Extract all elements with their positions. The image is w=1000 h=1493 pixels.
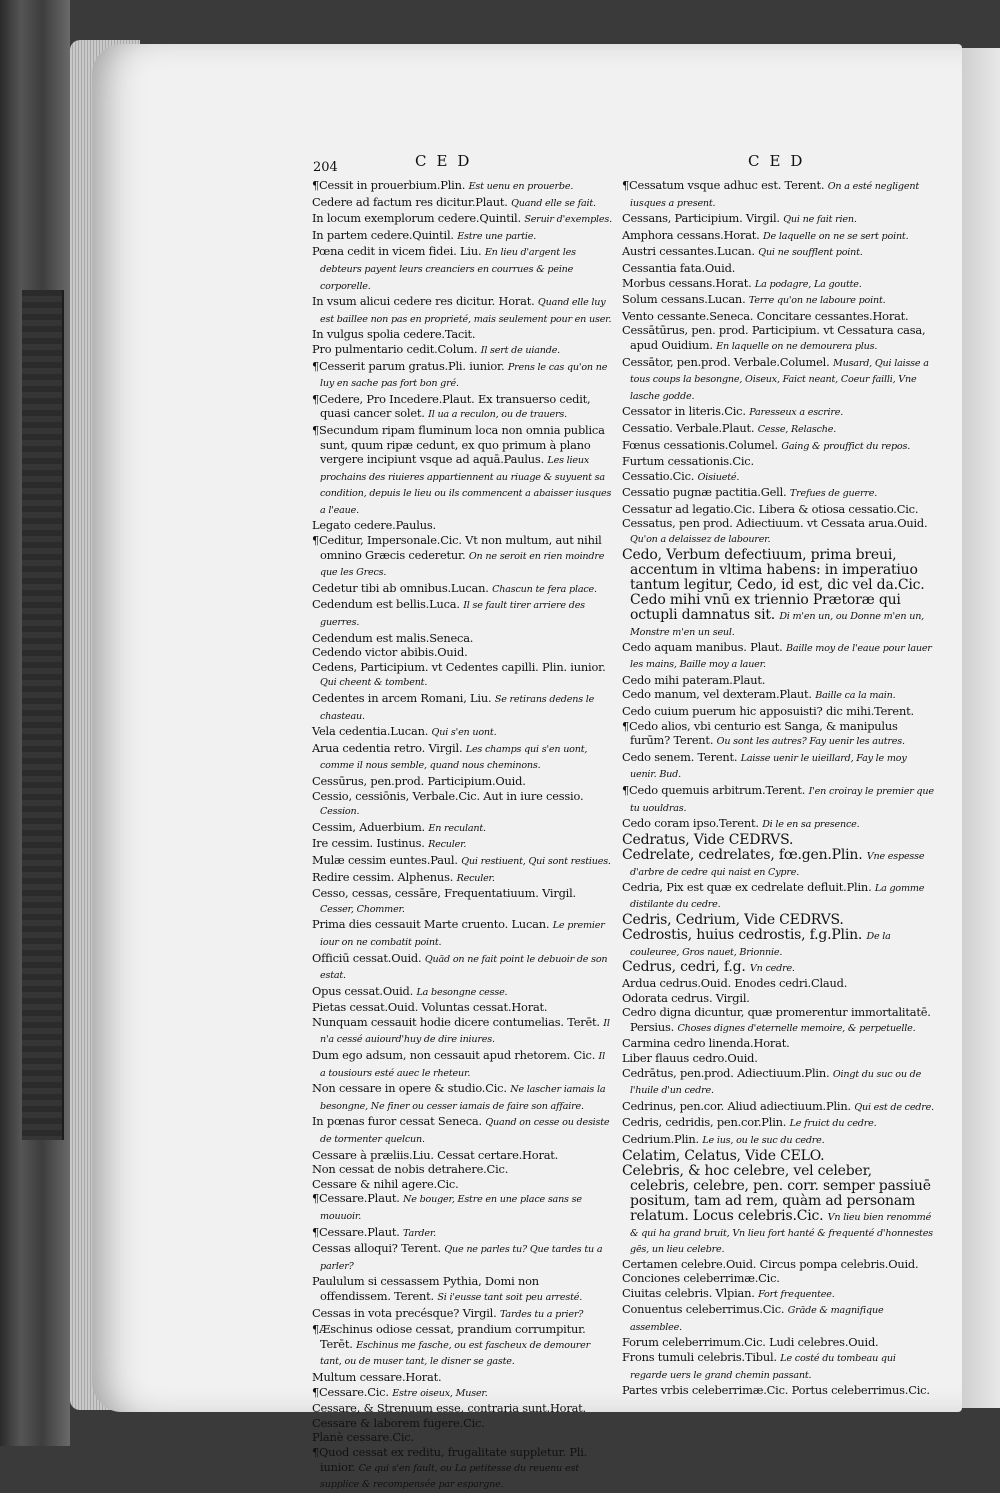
- dictionary-entry: [312, 1322, 612, 1370]
- latin-text: Cedratus, Vide CEDRVS.: [622, 831, 794, 848]
- dictionary-entry: [622, 1383, 934, 1398]
- dictionary-entry: [622, 1005, 934, 1036]
- dictionary-entry: [312, 1177, 612, 1192]
- latin-text: Celatim, Celatus, Vide CELO.: [622, 1147, 825, 1164]
- dictionary-entry: [622, 704, 934, 719]
- dictionary-entry: [312, 1114, 612, 1147]
- latin-text: Cedo senem. Terent.: [622, 749, 738, 764]
- dictionary-entry: [622, 1302, 934, 1335]
- latin-text: Cedendum est malis.Seneca.: [312, 630, 474, 645]
- dictionary-entry: [312, 853, 612, 870]
- dictionary-entry: [622, 1350, 934, 1383]
- dictionary-entry: [312, 774, 612, 789]
- latin-text: Vento cessante.Seneca. Concitare cessantes.Horat.: [622, 308, 909, 323]
- latin-text: Officiū cessat.Ouid.: [312, 950, 422, 965]
- latin-text: Arua cedentia retro. Virgil.: [312, 740, 463, 755]
- dictionary-entry: [622, 404, 934, 421]
- french-gloss: Seruir d'exemples.: [524, 214, 612, 226]
- latin-text: Cedo mihi pateram.Plaut.: [622, 672, 766, 687]
- latin-text: Cedris, cedridis, pen.cor.Plin.: [622, 1115, 787, 1130]
- french-gloss: Que ne parles tu? Que tardes tu a parler?: [320, 1244, 603, 1272]
- latin-text: Cedo cuium puerum hic apposuisti? dic mihi.Terent.: [622, 704, 914, 719]
- latin-text: Cedris, Cedrium, Vide CEDRVS.: [622, 911, 844, 928]
- french-gloss: Ce qui s'en fault, ou La petitesse du reuenu est supplice & recompensée par espargne.: [320, 1462, 579, 1491]
- latin-text: Ardua cedrus.Ouid. Enodes cedri.Claud.: [622, 975, 848, 990]
- french-gloss: Quand elle luy est baillee non pas en proprieté, mais seulement pour en user.: [320, 297, 612, 325]
- latin-text: Cedrium.Plin.: [622, 1131, 699, 1146]
- french-gloss: En laquelle on ne demourera plus.: [716, 340, 878, 352]
- latin-text: Cedria, Pix est quæ ex cedrelate defluit.Plin.: [622, 879, 872, 894]
- french-gloss: Reculer.: [456, 872, 495, 884]
- dictionary-entry: [622, 1051, 934, 1066]
- latin-text: Prima dies cessauit Marte cruento. Lucan.: [312, 917, 550, 932]
- latin-text: Cedendum est bellis.Luca.: [312, 597, 460, 612]
- dictionary-entry: [622, 1335, 934, 1350]
- latin-text: Paululum si cessassem Pythia, Domi non offendissem. Terent.: [312, 1274, 539, 1303]
- french-gloss: La besongne cesse.: [416, 986, 508, 998]
- french-gloss: Baille ca la main.: [815, 690, 896, 702]
- dictionary-entry: [312, 870, 612, 887]
- dictionary-entry: [312, 342, 612, 359]
- french-gloss: I'en croiray le premier que tu uouldras.: [630, 786, 934, 814]
- latin-text: Legato cedere.Paulus.: [312, 518, 436, 533]
- page-number: 204: [313, 160, 338, 175]
- dictionary-entry: [312, 581, 612, 598]
- dictionary-entry: [312, 294, 612, 327]
- latin-text: ¶Cedo alios, vbi centurio est Sanga, & manipulus furūm? Terent.: [622, 718, 898, 748]
- french-gloss: Ne lascher iamais la besongne, Ne finer ou cesser iamais de faire son affaire.: [320, 1084, 606, 1112]
- french-gloss: Est uenu en prouerbe.: [468, 181, 574, 192]
- french-gloss: Quād on ne fait point le debuoir de son estat.: [320, 953, 608, 982]
- latin-text: Non cessat de nobis detrahere.Cic.: [312, 1162, 509, 1177]
- latin-text: Liber flauus cedro.Ouid.: [622, 1050, 758, 1065]
- dictionary-entry: [312, 1191, 612, 1224]
- latin-text: Austri cessantes.Lucan.: [622, 244, 755, 259]
- latin-text: Cessatur ad legatio.Cic. Libera & otiosa cessatio.Cic.: [622, 501, 919, 516]
- latin-text: Cessatus, pen prod. Adiectiuum. vt Cessata arua.Ouid.: [622, 516, 928, 531]
- latin-text: Cessatio. Verbale.Plaut.: [622, 420, 755, 435]
- dictionary-entry: [312, 660, 612, 691]
- latin-text: Pœna cedit in vicem fidei. Liu.: [312, 244, 482, 259]
- french-gloss: Baille moy de l'eaue pour lauer les mains, Baille moy a lauer.: [630, 642, 932, 671]
- latin-text: Cedrātus, pen.prod. Adiectiuum.Plin.: [622, 1065, 830, 1080]
- french-gloss: Si i'eusse tant soit peu arresté.: [437, 1291, 583, 1303]
- dictionary-entry: [622, 1115, 934, 1132]
- latin-text: Frons tumuli celebris.Tibul.: [622, 1350, 777, 1365]
- latin-text: Mulæ cessim euntes.Paul.: [312, 852, 458, 867]
- french-gloss: Les champs qui s'en uont, comme il nous semble, quand nous cheminons.: [320, 743, 588, 772]
- french-gloss: Trefues de guerre.: [789, 488, 878, 500]
- right-column: [622, 178, 934, 1398]
- french-gloss: Cession.: [320, 806, 360, 818]
- dictionary-entry: [312, 836, 612, 853]
- french-gloss: Estre une partie.: [457, 230, 537, 242]
- french-gloss: Se retirans dedens le chasteau.: [320, 694, 595, 722]
- dictionary-entry: [622, 783, 934, 816]
- french-gloss: Le costé du tombeau qui regarde uers le grand chemin passant.: [630, 1353, 896, 1381]
- french-gloss: Oisiueté.: [697, 471, 740, 483]
- dictionary-entry: [312, 392, 612, 423]
- latin-text: Cessare, & Strenuum esse, contraria sunt.Horat.: [312, 1401, 586, 1416]
- dictionary-entry: [312, 1274, 612, 1305]
- dictionary-entry: [312, 645, 612, 660]
- dictionary-entry: [622, 469, 934, 486]
- french-gloss: Il n'a cessé auiourd'huy de dire iniures.: [320, 1017, 610, 1046]
- left-running-head: CED: [415, 152, 480, 170]
- latin-text: ¶Cessatum vsque adhuc est. Terent.: [622, 178, 825, 192]
- french-gloss: Il a tousiours esté auec le rheteur.: [320, 1051, 606, 1079]
- latin-text: Multum cessare.Horat.: [312, 1369, 442, 1384]
- dictionary-entry: [622, 1257, 934, 1272]
- dictionary-entry: [622, 833, 934, 848]
- latin-text: Cedendo victor abibis.Ouid.: [312, 645, 468, 660]
- dictionary-entry: [622, 309, 934, 324]
- dictionary-entry: [312, 1430, 612, 1445]
- latin-text: Redire cessim. Alphenus.: [312, 869, 454, 884]
- latin-text: ¶Cedere, Pro Incedere.Plaut. Ex transuerso cedit, quasi cancer solet.: [312, 391, 591, 421]
- dictionary-entry: [622, 687, 934, 704]
- french-gloss: Ne bouger, Estre en une place sans se mouuoir.: [320, 1194, 582, 1222]
- latin-text: Cessatio.Cic.: [622, 468, 695, 483]
- latin-text: Cessantia fata.Ouid.: [622, 260, 736, 275]
- french-gloss: On a esté negligent iusques a present.: [630, 181, 919, 209]
- dictionary-entry: [622, 816, 934, 833]
- left-column: [312, 178, 612, 1493]
- dictionary-entry: [312, 1306, 612, 1323]
- latin-text: Cedere ad factum res dicitur.Plaut.: [312, 194, 508, 209]
- dictionary-entry: [312, 359, 612, 392]
- latin-text: Cessas alloqui? Terent.: [312, 1241, 441, 1256]
- latin-text: Cedetur tibi ab omnibus.Lucan.: [312, 580, 489, 595]
- latin-text: Cedrus, cedri, f.g.: [622, 958, 746, 975]
- french-gloss: Gaing & prouffict du repos.: [781, 440, 911, 452]
- dictionary-entry: [622, 502, 934, 517]
- dictionary-entry: [312, 951, 612, 984]
- dictionary-entry: [312, 1241, 612, 1274]
- dictionary-entry: [622, 548, 934, 640]
- latin-text: Dum ego adsum, non cessauit apud rhetorem. Cic.: [312, 1048, 596, 1063]
- dictionary-entry: [622, 1164, 934, 1257]
- latin-text: Cessare & nihil agere.Cic.: [312, 1176, 459, 1191]
- dictionary-entry: [312, 533, 612, 581]
- dictionary-entry: [622, 323, 934, 354]
- dictionary-entry: [622, 640, 934, 673]
- latin-text: Ciuitas celebris. Vlpian.: [622, 1285, 755, 1300]
- latin-text: ¶Æschinus odiose cessat, prandium corrumpitur. Terēt.: [312, 1322, 586, 1351]
- latin-text: Cessator in literis.Cic.: [622, 404, 746, 419]
- dictionary-entry: [622, 178, 934, 211]
- latin-text: Cessio, cessiōnis, Verbale.Cic. Aut in iure cessio.: [312, 788, 584, 803]
- dictionary-entry: [622, 719, 934, 750]
- latin-text: ¶Cessare.Cic.: [312, 1384, 389, 1399]
- dictionary-entry: [312, 691, 612, 724]
- french-gloss: Qui cheent & tombent.: [320, 677, 428, 689]
- dictionary-entry: [312, 1081, 612, 1114]
- dictionary-entry: [622, 276, 934, 293]
- dictionary-entry: [622, 1286, 934, 1303]
- latin-text: Cedentes in arcem Romani, Liu.: [312, 691, 492, 705]
- latin-text: Cessim, Aduerbium.: [312, 819, 425, 834]
- latin-text: Cessare & laborem fugere.Cic.: [312, 1415, 485, 1430]
- french-gloss: Chascun te fera place.: [492, 583, 597, 595]
- dictionary-entry: [312, 195, 612, 212]
- latin-text: Non cessare in opere & studio.Cic.: [312, 1081, 507, 1096]
- french-gloss: Grāde & magnifique assemblee.: [630, 1305, 884, 1333]
- latin-text: Conuentus celeberrimus.Cic.: [622, 1302, 785, 1317]
- latin-text: Amphora cessans.Horat.: [622, 227, 760, 242]
- latin-text: ¶Cessare.Plaut.: [312, 1224, 400, 1239]
- latin-text: Cessas in vota precésque? Virgil.: [312, 1305, 497, 1320]
- french-gloss: Quand elle se fait.: [511, 197, 596, 209]
- dictionary-entry: [312, 984, 612, 1001]
- latin-text: Cessare à præliis.Liu. Cessat certare.Horat.: [312, 1147, 559, 1162]
- french-gloss: La podagre, La goutte.: [754, 278, 862, 290]
- latin-text: Cedens, Participium. vt Cedentes capilli. Plin. iunior.: [312, 659, 606, 674]
- french-gloss: La gomme distilante du cedre.: [630, 882, 925, 911]
- dictionary-entry: [622, 244, 934, 261]
- book-spine: [22, 290, 64, 1140]
- dictionary-entry: [312, 597, 612, 630]
- dictionary-entry: [312, 178, 612, 195]
- dictionary-entry: [312, 1015, 612, 1048]
- latin-text: Planè cessare.Cic.: [312, 1430, 414, 1445]
- latin-text: In pœnas furor cessat Seneca.: [312, 1114, 482, 1129]
- latin-text: In locum exemplorum cedere.Quintil.: [312, 211, 521, 226]
- latin-text: Furtum cessationis.Cic.: [622, 454, 754, 469]
- french-gloss: Qui s'en uont.: [431, 727, 497, 739]
- dictionary-entry: [622, 438, 934, 455]
- french-gloss: Eschinus me fasche, ou est fascheux de demourer tant, ou de muser tant, le disner se gaste.: [320, 1339, 591, 1368]
- french-gloss: Cesse, Relasche.: [757, 423, 837, 435]
- french-gloss: De la couleuree, Gros nauet, Brionnie.: [630, 930, 891, 958]
- latin-text: Cedrostis, huius cedrostis, f.g.Plin.: [622, 926, 863, 943]
- french-gloss: Il se fault tirer arriere des guerres.: [320, 600, 585, 629]
- dictionary-entry: [312, 917, 612, 950]
- latin-text: Cedo, Verbum defectiuum, prima breui, accentum in vltima habens: in imperatiuo tantum legitur, Cedo, id est, dic vel da.Cic. Cedo mihi vnū ex triennio Prætoræ qui octupli damnatus sit.: [622, 546, 925, 623]
- latin-text: Fœnus cessationis.Columel.: [622, 437, 778, 452]
- dictionary-entry: [622, 913, 934, 928]
- dictionary-entry: [622, 211, 934, 228]
- latin-text: Cedo coram ipso.Terent.: [622, 816, 759, 831]
- latin-text: Ire cessim. Iustinus.: [312, 836, 425, 851]
- dictionary-entry: [312, 1416, 612, 1431]
- latin-text: Cessūrus, pen.prod. Participium.Ouid.: [312, 773, 526, 788]
- dictionary-entry: [622, 292, 934, 309]
- latin-text: Cessans, Participium. Virgil.: [622, 211, 780, 226]
- latin-text: Certamen celebre.Ouid. Circus pompa celebris.Ouid.: [622, 1256, 919, 1271]
- latin-text: Cedrinus, pen.cor. Aliud adiectiuum.Plin.: [622, 1098, 851, 1113]
- french-gloss: Les lieux prochains des riuieres appartiennent au riuage & suyuent sa condition, depuis le lieu ou ils commencent a abaisser iusques a l'eaue.: [320, 455, 612, 516]
- french-gloss: Qui ne soufflent point.: [758, 247, 863, 259]
- dictionary-entry: [312, 1048, 612, 1081]
- latin-text: ¶Cedo quemuis arbitrum.Terent.: [622, 783, 806, 797]
- dictionary-entry: [622, 976, 934, 991]
- french-gloss: En reculant.: [428, 822, 486, 834]
- dictionary-entry: [312, 244, 612, 294]
- french-gloss: En lieu d'argent les debteurs payent leurs creanciers en courrues & peine corporelle.: [320, 247, 576, 292]
- latin-text: Pietas cessat.Ouid. Voluntas cessat.Horat.: [312, 1000, 548, 1015]
- dictionary-entry: [312, 741, 612, 774]
- french-gloss: Prens le cas qu'on ne luy en sache pas fort bon gré.: [320, 361, 608, 390]
- dictionary-entry: [622, 1036, 934, 1051]
- dictionary-entry: [622, 516, 934, 547]
- latin-text: Pro pulmentario cedit.Colum.: [312, 341, 478, 356]
- latin-text: Vela cedentia.Lucan.: [312, 724, 429, 739]
- dictionary-entry: [622, 261, 934, 276]
- dictionary-entry: [622, 991, 934, 1006]
- latin-text: Cedro digna dicuntur, quæ promerentur immortalitatē. Persius.: [622, 1005, 931, 1034]
- dictionary-entry: [622, 880, 934, 913]
- dictionary-entry: [622, 355, 934, 405]
- french-gloss: Fort frequentee.: [758, 1288, 835, 1300]
- french-gloss: Ou sont les autres? Fay uenir les autres.: [716, 736, 905, 748]
- french-gloss: Vn lieu bien renommé & qui ha grand bruit, Vn lieu fort hanté & frequenté d'honnestes gēs, un lieu celebre.: [630, 1211, 933, 1255]
- dictionary-entry: [312, 886, 612, 917]
- dictionary-entry: [622, 1149, 934, 1164]
- latin-text: Cessātūrus, pen. prod. Participium. vt Cessatura casa, apud Ouidium.: [622, 323, 926, 352]
- latin-text: Opus cessat.Ouid.: [312, 983, 414, 998]
- dictionary-entry: [312, 1445, 612, 1493]
- french-gloss: Estre oiseux, Muser.: [392, 1387, 488, 1399]
- dictionary-entry: [622, 928, 934, 960]
- french-gloss: Quand on cesse ou desiste de tormenter quelcun.: [320, 1117, 610, 1146]
- latin-text: Cessatio pugnæ pactitia.Gell.: [622, 485, 787, 500]
- french-gloss: Laisse uenir le uieillard, Fay le moy uenir. Bud.: [630, 752, 907, 781]
- dictionary-entry: [622, 454, 934, 469]
- latin-text: ¶Quod cessat ex reditu, frugalitate suppletur. Pli. iunior.: [312, 1444, 588, 1474]
- french-gloss: Choses dignes d'eternelle memoire, & perpetuelle.: [677, 1022, 916, 1034]
- dictionary-entry: [312, 518, 612, 533]
- french-gloss: Qui est de cedre.: [854, 1101, 934, 1113]
- dictionary-entry: [622, 750, 934, 783]
- latin-text: Odorata cedrus. Virgil.: [622, 990, 750, 1005]
- dictionary-entry: [312, 1225, 612, 1242]
- dictionary-entry: [622, 1066, 934, 1099]
- dictionary-entry: [312, 1162, 612, 1177]
- french-gloss: Vne espesse d'arbre de cedre qui naist en Cypre.: [630, 850, 925, 878]
- latin-text: In vulgus spolia cedere.Tacit.: [312, 327, 476, 342]
- french-gloss: Oingt du suc ou de l'huile d'un cedre.: [630, 1068, 922, 1097]
- french-gloss: On ne seroit en rien moindre que les Grecs.: [320, 550, 605, 579]
- french-gloss: Il sert de uiande.: [480, 344, 561, 356]
- dictionary-entry: [312, 228, 612, 245]
- dictionary-entry: [622, 1099, 934, 1116]
- french-gloss: Le premier iour on ne combatit point.: [320, 920, 605, 948]
- latin-text: In partem cedere.Quintil.: [312, 227, 454, 242]
- french-gloss: Le ius, ou le suc du cedre.: [702, 1134, 825, 1146]
- dictionary-entry: [622, 228, 934, 245]
- french-gloss: Qui ne fait rien.: [783, 214, 857, 226]
- dictionary-entry: [312, 789, 612, 820]
- french-gloss: Le fruict du cedre.: [789, 1118, 877, 1130]
- latin-text: Solum cessans.Lucan.: [622, 292, 746, 307]
- latin-text: ¶Ceditur, Impersonale.Cic. Vt non multum, aut nihil omnino Græcis cederetur.: [312, 533, 602, 562]
- latin-text: Celebris, & hoc celebre, vel celeber, celebris, celebre, pen. corr. semper passiuē positum, tam ad rem, quàm ad personam relatum. Locus celebris.Cic.: [622, 1162, 931, 1224]
- french-gloss: Qu'on a delaissez de labourer.: [630, 534, 771, 546]
- latin-text: In vsum alicui cedere res dicitur. Horat.: [312, 294, 535, 309]
- french-gloss: Terre qu'on ne laboure point.: [748, 295, 886, 307]
- dictionary-entry: [312, 631, 612, 646]
- right-running-head: CED: [748, 152, 813, 170]
- latin-text: ¶Cesserit parum gratus.Pli. iunior.: [312, 358, 505, 373]
- dictionary-entry: [622, 960, 934, 976]
- latin-text: Partes vrbis celeberrimæ.Cic. Portus celeberrimus.Cic.: [622, 1383, 930, 1398]
- dictionary-entry: [622, 673, 934, 688]
- french-gloss: Cesser, Chommer.: [320, 903, 405, 915]
- latin-text: Cedo aquam manibus. Plaut.: [622, 639, 783, 654]
- latin-text: Forum celeberrimum.Cic. Ludi celebres.Ouid.: [622, 1335, 879, 1350]
- french-gloss: Di le en sa presence.: [762, 819, 860, 831]
- french-gloss: Reculer.: [428, 839, 467, 851]
- french-gloss: Di m'en un, ou Donne m'en un, Monstre m'en un seul.: [630, 610, 925, 638]
- dictionary-entry: [312, 820, 612, 837]
- french-gloss: Vn cedre.: [749, 962, 795, 974]
- french-gloss: Il ua a reculon, ou de trauers.: [428, 409, 567, 421]
- latin-text: Conciones celeberrimæ.Cic.: [622, 1271, 780, 1286]
- latin-text: Cessātor, pen.prod. Verbale.Columel.: [622, 354, 830, 369]
- dictionary-entry: [622, 485, 934, 502]
- latin-text: ¶Cessare.Plaut.: [312, 1191, 400, 1206]
- dictionary-entry: [312, 211, 612, 228]
- french-gloss: Tarder.: [403, 1227, 437, 1239]
- latin-text: Carmina cedro linenda.Horat.: [622, 1036, 790, 1051]
- french-gloss: De laquelle on ne se sert point.: [763, 230, 909, 242]
- dictionary-entry: [622, 848, 934, 880]
- dictionary-entry: [312, 1370, 612, 1385]
- dictionary-entry: [312, 1385, 612, 1402]
- french-gloss: Qui restiuent, Qui sont restiues.: [461, 855, 611, 867]
- facing-page-edge: [962, 48, 1000, 1408]
- latin-text: ¶Cessit in prouerbium.Plin.: [312, 178, 466, 192]
- latin-text: Cesso, cessas, cessāre, Frequentatiuum. Virgil.: [312, 886, 576, 901]
- dictionary-entry: [312, 1000, 612, 1015]
- dictionary-entry: [312, 724, 612, 741]
- dictionary-entry: [312, 1401, 612, 1416]
- french-gloss: Paresseux a escrire.: [749, 407, 844, 419]
- dictionary-entry: [622, 421, 934, 438]
- dictionary-entry: [312, 423, 612, 519]
- dictionary-entry: [622, 1271, 934, 1286]
- latin-text: ¶Secundum ripam fluminum loca non omnia publica sunt, quum ripæ cedunt, ex quo primum à plano vergere incipiunt vsque ad aquā.Paulus.: [312, 422, 605, 467]
- french-gloss: Musard, Qui laisse a tous coups la besongne, Oiseux, Faict neant, Coeur failli, Vne lasche godde.: [630, 357, 929, 402]
- dictionary-entry: [312, 1148, 612, 1163]
- latin-text: Cedrelate, cedrelates, fœ.gen.Plin.: [622, 846, 863, 863]
- latin-text: Nunquam cessauit hodie dicere contumelias. Terēt.: [312, 1014, 600, 1029]
- french-gloss: Tardes tu a prier?: [499, 1308, 584, 1320]
- latin-text: Morbus cessans.Horat.: [622, 275, 752, 290]
- latin-text: Cedo manum, vel dexteram.Plaut.: [622, 687, 812, 702]
- dictionary-entry: [312, 327, 612, 342]
- dictionary-entry: [622, 1132, 934, 1149]
